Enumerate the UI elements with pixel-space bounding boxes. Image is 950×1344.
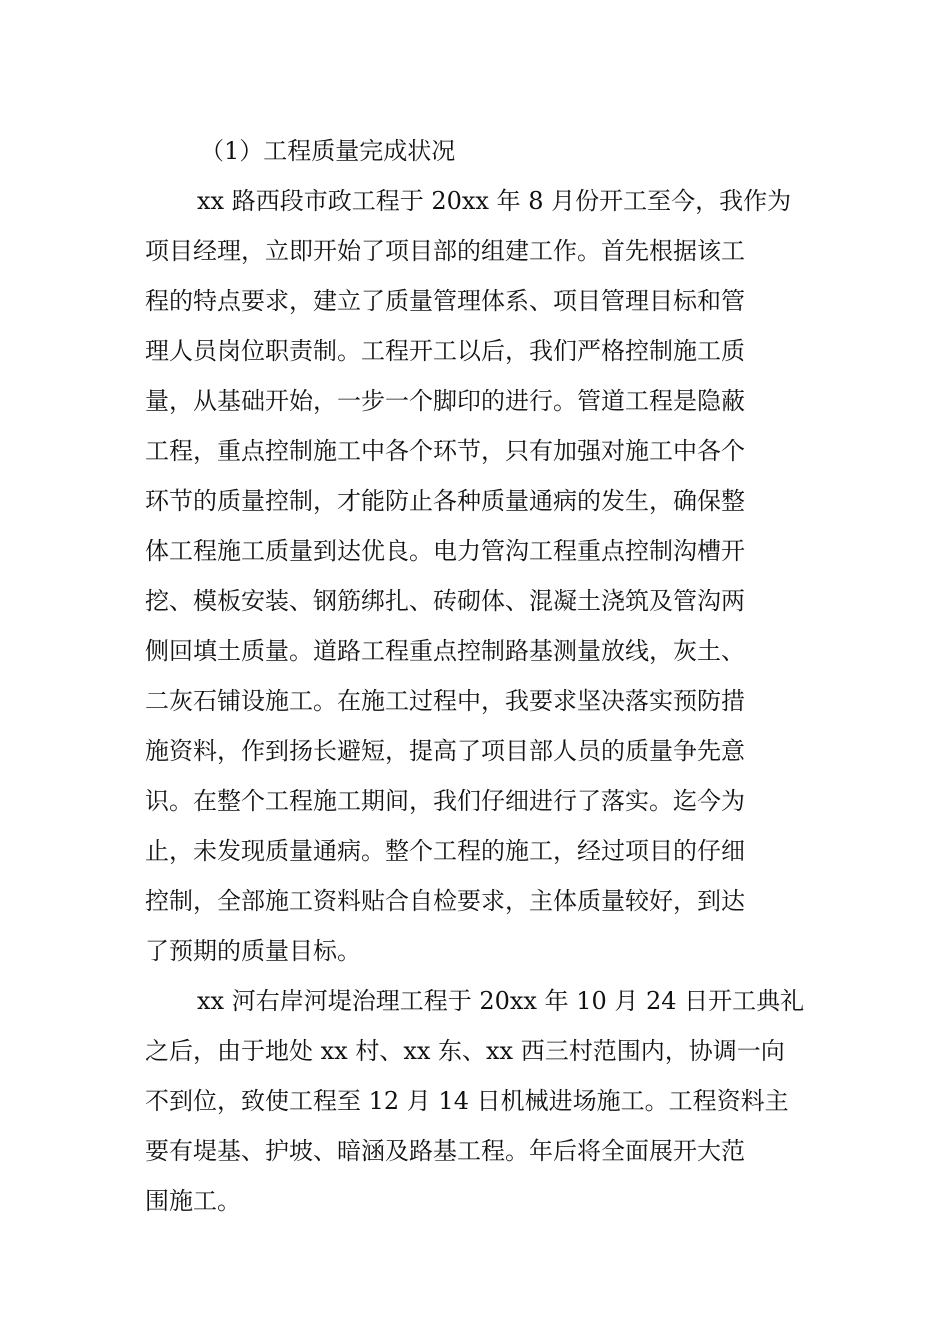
- paragraph-line: 不到位，致使工程至 12 月 14 日机械进场施工。工程资料主: [145, 1087, 789, 1115]
- paragraph-line: 环节的质量控制，才能防止各种质量通病的发生，确保整: [145, 487, 745, 515]
- section-heading: （1）工程质量完成状况: [200, 137, 456, 165]
- paragraph-line: 之后，由于地处 xx 村、xx 东、xx 西三村范围内，协调一向: [145, 1037, 785, 1065]
- paragraph-line: 了预期的质量目标。: [145, 937, 361, 965]
- paragraph-line: 程的特点要求，建立了质量管理体系、项目管理目标和管: [145, 287, 745, 315]
- paragraph-line: 理人员岗位职责制。工程开工以后，我们严格控制施工质: [145, 337, 745, 365]
- paragraph-line: xx 路西段市政工程于 20xx 年 8 月份开工至今，我作为: [197, 187, 792, 215]
- paragraph-line: 项目经理，立即开始了项目部的组建工作。首先根据该工: [145, 237, 745, 265]
- paragraph-line: 控制，全部施工资料贴合自检要求，主体质量较好，到达: [145, 887, 745, 915]
- paragraph-line: 量，从基础开始，一步一个脚印的进行。管道工程是隐蔽: [145, 387, 745, 415]
- paragraph-line: 识。在整个工程施工期间，我们仔细进行了落实。迄今为: [145, 787, 745, 815]
- paragraph-line: 挖、模板安装、钢筋绑扎、砖砌体、混凝土浇筑及管沟两: [145, 587, 745, 615]
- paragraph-line: 侧回填土质量。道路工程重点控制路基测量放线，灰土、: [145, 637, 745, 665]
- paragraph-line: xx 河右岸河堤治理工程于 20xx 年 10 月 24 日开工典礼: [197, 987, 805, 1015]
- paragraph-line: 止，未发现质量通病。整个工程的施工，经过项目的仔细: [145, 837, 745, 865]
- paragraph-line: 施资料，作到扬长避短，提高了项目部人员的质量争先意: [145, 737, 745, 765]
- paragraph-line: 二灰石铺设施工。在施工过程中，我要求坚决落实预防措: [145, 687, 745, 715]
- paragraph-line: 围施工。: [145, 1187, 241, 1215]
- paragraph-line: 体工程施工质量到达优良。电力管沟工程重点控制沟槽开: [145, 537, 745, 565]
- paragraph-line: 工程，重点控制施工中各个环节，只有加强对施工中各个: [145, 437, 745, 465]
- paragraph-line: 要有堤基、护坡、暗涵及路基工程。年后将全面展开大范: [145, 1137, 745, 1165]
